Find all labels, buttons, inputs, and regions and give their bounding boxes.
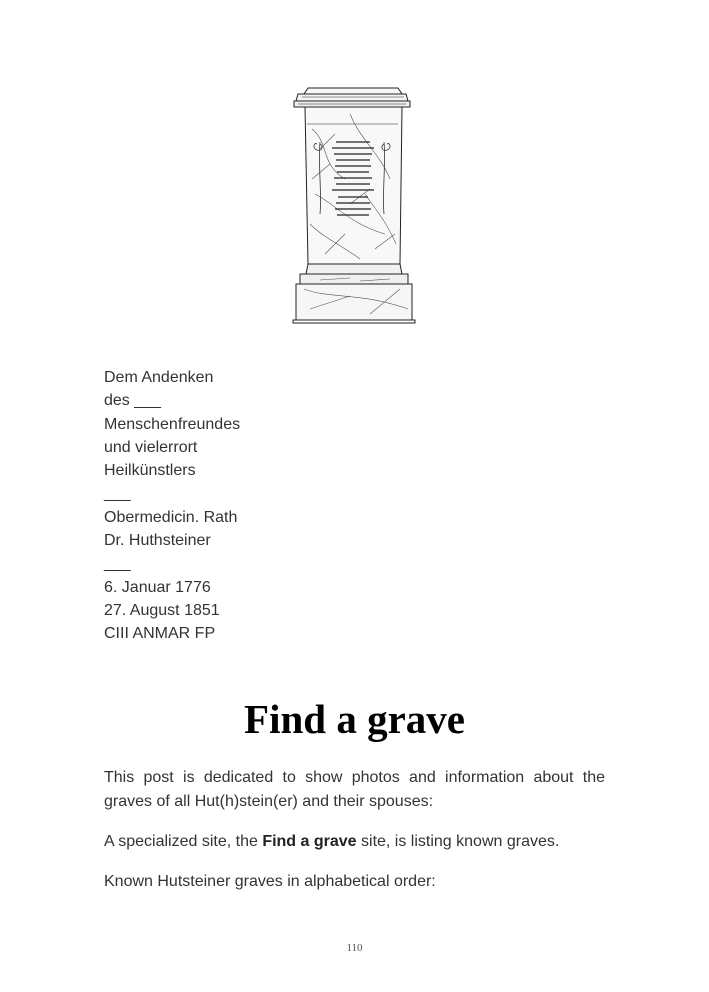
inscription-text: [104, 366, 404, 646]
inscription-separator: ___: [104, 485, 131, 503]
inscription-line: CIII ANMAR FP: [104, 625, 216, 643]
inscription-separator: ___: [104, 555, 131, 573]
intro-paragraph: This post is dedicated to show photos and information about the graves of all Hut(h)stein(er) and their spouses:: [104, 769, 605, 810]
inscription-line: Dem Andenken: [104, 369, 214, 386]
inscription-line: Dr. Huthsteiner: [104, 532, 211, 550]
inscription-death-date: 27. August 1851: [104, 601, 220, 619]
find-a-grave-name: Find a grave: [262, 833, 357, 850]
grave-monument-illustration: [290, 84, 420, 326]
inscription-line: Heilkünstlers: [104, 462, 196, 480]
site-paragraph-suffix: site, is listing known graves.: [356, 833, 560, 850]
page-number: 110: [346, 942, 363, 954]
grave-monument-icon: [290, 84, 420, 326]
inscription-birth-date: 6. Januar 1776: [104, 578, 211, 596]
site-paragraph: [104, 830, 605, 854]
inscription-line: des ___: [104, 392, 161, 410]
inscription-line: Obermedicin. Rath: [104, 508, 238, 526]
inscription-line: und vielerrort: [104, 438, 198, 456]
inscription-line: Menschenfreundes: [104, 415, 241, 433]
site-paragraph-prefix: A specialized site, the: [104, 833, 263, 850]
section-heading: Find a grave: [244, 696, 465, 742]
graves-list-intro: Known Hutsteiner graves in alphabetical order:: [104, 873, 436, 890]
